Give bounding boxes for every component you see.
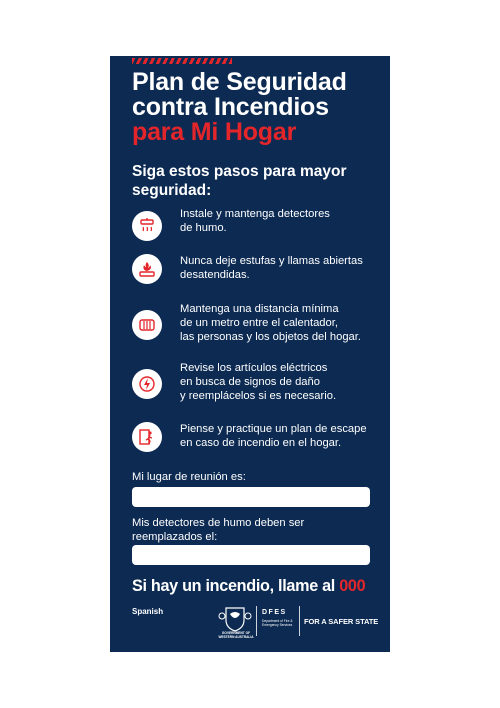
step-text: Instale y mantenga detectores de humo. [180, 208, 330, 234]
language-label: Spanish [132, 607, 164, 616]
steps-heading: Siga estos pasos para mayor seguridad: [132, 163, 347, 199]
tagline: FOR A SAFER STATE [304, 617, 379, 626]
dfes-department-label: Department of Fire & Emergency Services [262, 619, 293, 627]
title-line-2: contra Incendios [132, 93, 329, 121]
title-line-3: para Mi Hogar [132, 118, 297, 146]
step-smoke-detectors [132, 207, 388, 259]
step-text: Revise los artículos eléctricos en busca de signos de daño y reemplácelos si es necesario. [180, 362, 337, 402]
call-prefix: Si hay un incendio, llame al [132, 577, 335, 595]
step-text: Nunca deje estufas y llamas abiertas desatendidas. [180, 255, 363, 281]
stove-flame-icon [132, 254, 162, 284]
smoke-detector-icon [132, 211, 162, 241]
wa-government-crest-icon [218, 604, 252, 634]
emergency-call-line [132, 576, 388, 596]
emergency-number: 000 [339, 577, 366, 595]
government-label: GOVERNMENT OF WESTERN AUSTRALIA [218, 631, 254, 639]
smoke-alarm-date-field[interactable] [132, 545, 370, 565]
heater-icon [132, 310, 162, 340]
step-text: Mantenga una distancia mínima de un metro entre el calentador, las personas y los objetos del hogar. [180, 303, 361, 343]
title-line-1: Plan de Seguridad [132, 68, 347, 96]
step-text: Piense y practique un plan de escape en caso de incendio en el hogar. [180, 423, 367, 449]
step-heater-distance [132, 302, 388, 354]
step-electrical-items [132, 361, 388, 413]
smoke-alarm-date-label: Mis detectores de humo deben ser reemplazados el: [132, 517, 305, 543]
meeting-place-label: Mi lugar de reunión es: [132, 471, 246, 483]
dfes-logo: DFES [262, 609, 287, 616]
fire-safety-plan-card [110, 56, 390, 652]
step-escape-plan [132, 422, 388, 474]
exit-door-icon [132, 422, 162, 452]
step-stoves-flames [132, 254, 388, 306]
electrical-hazard-icon [132, 369, 162, 399]
decorative-stripes [132, 58, 232, 64]
divider [299, 606, 300, 636]
page-title [132, 70, 384, 145]
meeting-place-field[interactable] [132, 487, 370, 507]
divider [256, 606, 257, 636]
